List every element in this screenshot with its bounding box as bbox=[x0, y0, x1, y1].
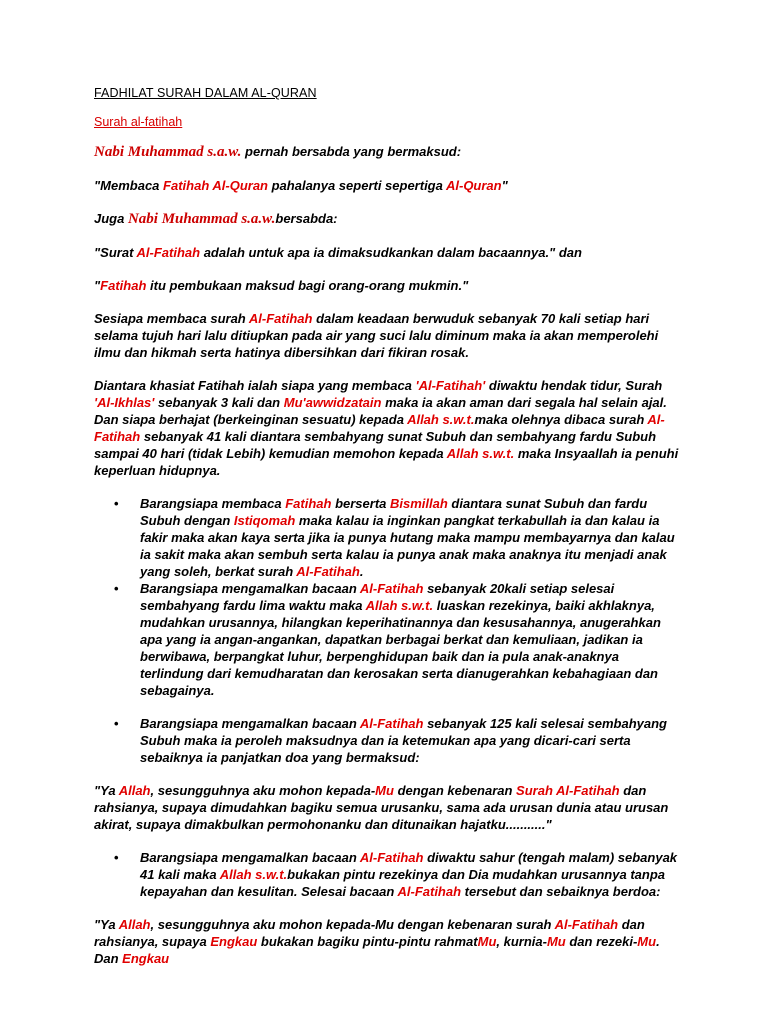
highlight-text: Surah Al-Fatihah bbox=[516, 783, 620, 798]
highlight-text: Fatihah bbox=[285, 496, 332, 511]
text-run: bukakan pintu rezekinya dan Dia mudahkan urusannya tanpa kepayahan dan kesulitan. Selesai bacaan bbox=[140, 867, 665, 899]
bullet-icon: • bbox=[114, 716, 119, 731]
highlight-text: Al-Fatihah bbox=[397, 884, 462, 899]
highlight-text: Allah s.w.t. bbox=[446, 446, 515, 461]
text-run: , kurnia- bbox=[496, 934, 547, 949]
highlight-text: Mu bbox=[546, 934, 566, 949]
text-run: Juga bbox=[94, 211, 128, 226]
text-run: Sesiapa membaca surah bbox=[94, 311, 249, 326]
text-run: " bbox=[94, 278, 101, 293]
highlight-text: Fatihah bbox=[100, 278, 147, 293]
text-run: "Ya bbox=[94, 783, 119, 798]
text-run: maka kalau ia inginkan pangkat terkabullah ia dan kalau ia fakir maka akan kaya serta jika ia punya hutang maka mampu membayarnya dan kalau ia sakit maka akan sembuh serta kalau ia punya anak maka anaknya itu menjadi anak yang soleh, berkat surah bbox=[140, 513, 675, 579]
bullet-list-2 bbox=[94, 849, 684, 900]
document-title: FADHILAT SURAH DALAM AL-QURAN bbox=[94, 86, 317, 100]
text-run: Barangsiapa mengamalkan bacaan bbox=[140, 581, 360, 596]
highlight-text: Allah s.w.t. bbox=[219, 867, 288, 882]
highlight-text: 'Al-Fatihah' bbox=[415, 378, 486, 393]
text-run: pernah bersabda yang bermaksud: bbox=[241, 144, 462, 159]
text-run: sebanyak 125 kali selesai sembahyang Subuh maka ia peroleh maksudnya dan ia ketemukan apa yang dicari-cari serta sebaiknya ia panjatkan doa yang bermaksud: bbox=[140, 716, 667, 765]
prophet-name: Nabi Muhammad s.a.w. bbox=[94, 144, 242, 160]
highlight-text: Al-Fatihah bbox=[359, 716, 424, 731]
highlight-text: Fatihah Al-Quran bbox=[163, 178, 268, 193]
quote-surat bbox=[94, 244, 684, 261]
highlight-text: Allah s.w.t. bbox=[365, 598, 434, 613]
highlight-text: Mu bbox=[375, 783, 394, 798]
text-run: . bbox=[359, 564, 364, 579]
bullet-icon: • bbox=[114, 850, 119, 865]
text-run: "Membaca bbox=[94, 178, 164, 193]
highlight-text: Al-Fatihah bbox=[359, 581, 424, 596]
highlight-text: Al-Fatihah bbox=[359, 850, 424, 865]
text-run: "Surat bbox=[94, 245, 137, 260]
list-item bbox=[114, 580, 684, 699]
document-body bbox=[94, 86, 684, 983]
text-run: Barangsiapa mengamalkan bacaan bbox=[140, 716, 360, 731]
text-run: bersabda: bbox=[275, 211, 338, 226]
highlight-text: Al-Fatihah bbox=[554, 917, 619, 932]
highlight-text: Allah bbox=[118, 917, 151, 932]
highlight-text: Al-Fatihah bbox=[296, 564, 360, 579]
text-run: maka ia akan aman dari segala hal selain ajal. Dan siapa berhajat (berkeinginan sesuatu) kepada bbox=[94, 395, 667, 427]
text-run: dalam keadaan berwuduk sebanyak 70 kali setiap hari selama tujuh hari lalu ditiupkan pada air yang suci lalu diminum maka ia akan memperolehi ilmu dan hikmah serta hatinya dibersihkan dari fikiran rosak. bbox=[94, 311, 659, 360]
text-run: sebanyak 3 kali dan bbox=[154, 395, 284, 410]
text-run: tersebut dan sebaiknya berdoa: bbox=[461, 884, 661, 899]
prophet-name: Nabi Muhammad s.a.w. bbox=[127, 211, 276, 227]
text-run: dan rahsianya, supaya dimudahkan bagiku semua urusanku, sama ada urusan dunia atau urusan akirat, supaya dimakbulkan permohonanku dan ditunaikan hajatku..........." bbox=[94, 783, 669, 832]
highlight-text: 'Al-Ikhlas' bbox=[94, 395, 155, 410]
paragraph-sesiapa bbox=[94, 310, 684, 361]
quote-fatihah bbox=[94, 277, 684, 294]
highlight-text: Allah s.w.t. bbox=[407, 412, 475, 427]
text-run: dan rahsianya, supaya bbox=[94, 917, 645, 949]
list-item bbox=[114, 495, 684, 580]
text-run: sebanyak 41 kali diantara sembahyang sunat Subuh dan sembahyang fardu Subuh sampai 40 hari (tidak Lebih) kemudian memohon kepada bbox=[94, 429, 657, 461]
paragraph-prophet-said bbox=[94, 143, 684, 161]
section-heading: Surah al-fatihah bbox=[94, 115, 183, 129]
text-run: Barangsiapa membaca bbox=[140, 496, 286, 511]
text-run: , sesungguhnya aku mohon kepada- bbox=[150, 783, 376, 798]
list-item bbox=[114, 849, 684, 900]
highlight-text: Bismillah bbox=[390, 496, 448, 511]
text-run: Diantara khasiat Fatihah ialah siapa yang membaca bbox=[94, 378, 416, 393]
text-run: maka olehnya dibaca surah bbox=[474, 412, 648, 427]
text-run: luaskan rezekinya, baiki akhlaknya, mudahkan urusannya, hilangkan keperihatinannya dan kesusahannya, anugerahkan apa yang ia angan-angankan, dapatkan berbagai berkat dan kemuliaan, jadikan ia berwibawa, berpangkat luhur, berpenghidupan baik dan ia pula anak-anaknya terlindung dari kemudharatan dan kerosakan serta dianugerahkan kebahagiaan dan sebagainya. bbox=[140, 598, 661, 698]
bullet-list-1 bbox=[94, 495, 684, 766]
highlight-text: Al-Fatihah bbox=[136, 245, 201, 260]
text-run: "Ya bbox=[94, 917, 119, 932]
list-item bbox=[114, 715, 684, 766]
text-run: dan rezeki- bbox=[565, 934, 638, 949]
text-run: itu pembukaan maksud bagi orang-orang mukmin." bbox=[146, 278, 469, 293]
highlight-text: Mu'awwidzatain bbox=[283, 395, 382, 410]
text-run: diwaktu sahur (tengah malam) sebanyak 41 kali maka bbox=[140, 850, 678, 882]
doa-quote-2 bbox=[94, 916, 684, 967]
text-run: , sesungguhnya aku mohon kepada-Mu dengan kebenaran surah bbox=[150, 917, 555, 932]
highlight-text: Al-Fatihah bbox=[248, 311, 313, 326]
text-run: Barangsiapa mengamalkan bacaan bbox=[140, 850, 360, 865]
highlight-text: Al-Quran bbox=[445, 178, 502, 193]
text-run: pahalanya seperti sepertiga bbox=[268, 178, 446, 193]
text-run: sebanyak 20kali setiap selesai sembahyang fardu lima waktu maka bbox=[140, 581, 615, 613]
paragraph-diantara bbox=[94, 377, 684, 479]
text-run: diantara sunat Subuh dan fardu Subuh dengan bbox=[140, 496, 648, 528]
highlight-text: Allah bbox=[118, 783, 151, 798]
text-run: . Dan bbox=[94, 934, 660, 966]
text-run: diwaktu hendak tidur, Surah bbox=[485, 378, 663, 393]
highlight-text: Mu bbox=[477, 934, 497, 949]
text-run: dengan kebenaran bbox=[393, 783, 517, 798]
highlight-text: Engkau bbox=[210, 934, 258, 949]
bullet-icon: • bbox=[114, 496, 119, 511]
doa-quote-1 bbox=[94, 782, 684, 833]
highlight-text: Engkau bbox=[122, 951, 170, 966]
text-run: berserta bbox=[331, 496, 391, 511]
bullet-icon: • bbox=[114, 581, 119, 596]
text-run: adalah untuk apa ia dimaksudkankan dalam bacaannya." dan bbox=[200, 245, 582, 260]
text-run: maka Insyaallah ia penuhi keperluan hidupnya. bbox=[94, 446, 679, 478]
highlight-text: Al-Fatihah bbox=[94, 412, 665, 444]
paragraph-juga bbox=[94, 210, 684, 228]
highlight-text: Mu bbox=[637, 934, 657, 949]
text-run: " bbox=[501, 178, 508, 193]
quote-sepertiga bbox=[94, 177, 684, 194]
text-run: bukakan bagiku pintu-pintu rahmat bbox=[257, 934, 478, 949]
highlight-text: Istiqomah bbox=[233, 513, 296, 528]
